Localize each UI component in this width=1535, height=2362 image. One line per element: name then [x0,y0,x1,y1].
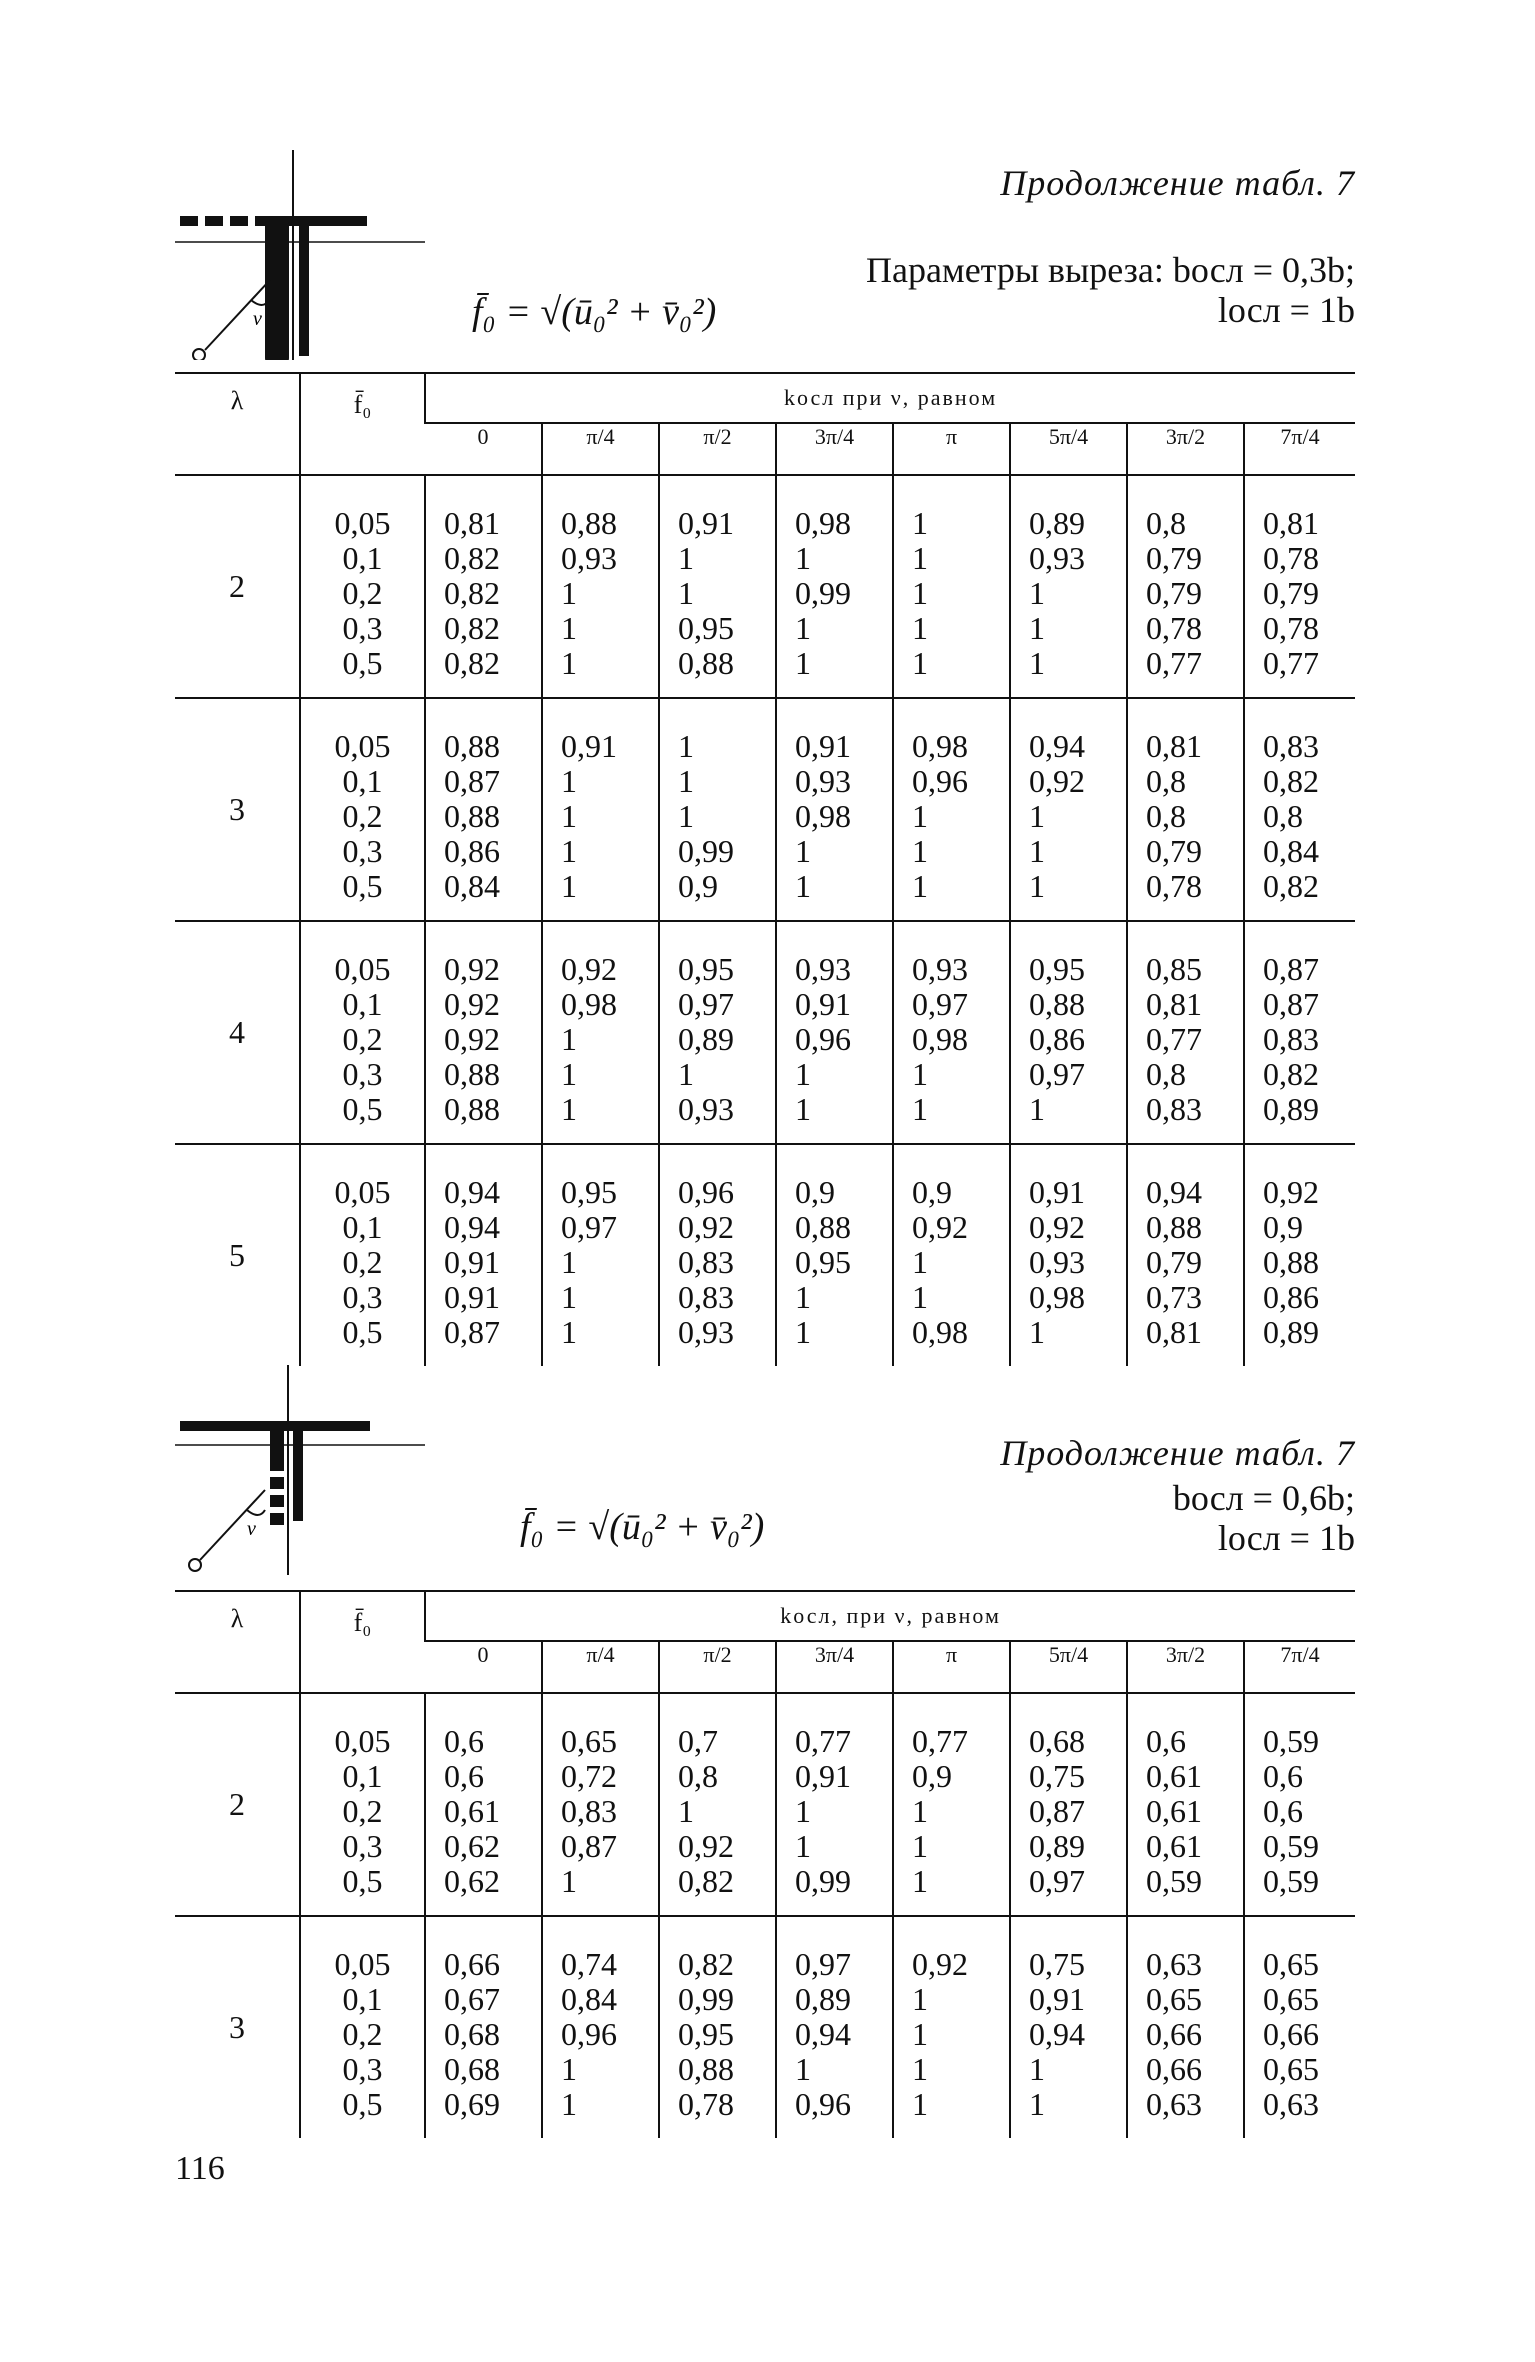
value-cell: 0,92 0,98 1 1 1 [542,921,659,1144]
value-cell: 0,89 0,93 1 1 1 [1010,475,1127,698]
table-row-group [175,1144,1355,1366]
cutout-params [1173,1478,1355,1558]
column-header: π/4 [542,1641,659,1693]
value-cell: 0,93 0,91 0,96 1 1 [776,921,893,1144]
value-cell: 0,66 0,67 0,68 0,68 0,69 [425,1916,542,2138]
angle-beam-cutout-diagram [175,1365,435,1575]
column-header: 0 [425,1641,542,1693]
value-cell: 0,91 0,93 0,98 1 1 [776,698,893,921]
column-header: 7π/4 [1244,1641,1355,1693]
value-cell: 0,92 0,9 0,88 0,86 0,89 [1244,1144,1355,1366]
value-cell: 0,74 0,84 0,96 1 1 [542,1916,659,2138]
lambda-cell: 2 [175,475,300,698]
value-cell: 0,95 0,97 1 1 1 [542,1144,659,1366]
column-header: π [893,1641,1010,1693]
table-row-group [175,475,1355,698]
lambda-cell: 2 [175,1693,300,1916]
lambda-cell: 5 [229,1237,245,1273]
table-row-group [175,1693,1355,1916]
value-cell: 0,94 0,92 1 1 1 [1010,698,1127,921]
f0-cell: 0,05 0,1 0,2 0,3 0,5 [300,1693,425,1916]
data-table [175,374,1355,1366]
cutout-params-line1: bосл = 0,6b; [1172,1478,1355,1518]
value-cell: 0,6 0,61 0,61 0,61 0,59 [1127,1693,1244,1916]
header-group-label: kосл, при ν, равном [425,1592,1355,1641]
value-cell: 0,91 1 1 0,95 0,88 [659,475,776,698]
value-cell: 0,95 0,88 0,86 0,97 1 [1010,921,1127,1144]
f0-cell: 0,05 0,1 0,2 0,3 0,5 [300,698,425,921]
value-cell: 0,59 0,6 0,6 0,59 0,59 [1244,1693,1355,1916]
value-cell: 0,63 0,65 0,66 0,66 0,63 [1127,1916,1244,2138]
column-header: π/2 [659,423,776,475]
column-header: 5π/4 [1010,423,1127,475]
angle-beam-cutout-diagram [175,150,435,360]
formula: f̄₀ = √(ū₀² + v̄₀²) [472,291,717,333]
value-cell: 0,9 0,92 1 1 0,98 [893,1144,1010,1366]
svg-text:ν: ν [247,1518,256,1540]
value-cell: 0,75 0,91 0,94 1 1 [1010,1916,1127,2138]
value-cell: 0,81 0,8 0,8 0,79 0,78 [1127,698,1244,921]
value-cell: 0,81 0,78 0,79 0,78 0,77 [1244,475,1355,698]
value-cell: 0,93 0,97 0,98 1 1 [893,921,1010,1144]
value-cell: 0,94 0,94 0,91 0,91 0,87 [425,1144,542,1366]
formula: f̄₀ = √(ū₀² + v̄₀²) [520,1506,765,1548]
value-cell: 0,91 0,92 0,93 0,98 1 [1010,1144,1127,1366]
data-table [175,1592,1355,2138]
value-cell: 0,92 1 1 1 1 [893,1916,1010,2138]
cutout-params [866,250,1355,330]
value-cell: 0,77 0,91 1 1 0,99 [776,1693,893,1916]
value-cell: 0,91 1 1 1 1 [542,698,659,921]
column-header: π/2 [659,1641,776,1693]
header-f0: f̄₀ [300,1592,425,1693]
table-row-group [175,921,1355,1144]
value-cell: 0,81 0,82 0,82 0,82 0,82 [425,475,542,698]
column-header: 5π/4 [1010,1641,1127,1693]
value-cell: 0,95 0,97 0,89 1 0,93 [659,921,776,1144]
value-cell: 0,77 0,9 1 1 1 [893,1693,1010,1916]
value-cell: 0,65 0,65 0,66 0,65 0,63 [1244,1916,1355,2138]
table-header-row [175,1592,1355,1641]
column-header: 7π/4 [1244,423,1355,475]
f0-cell: 0,05 0,1 0,2 0,3 0,5 [300,475,425,698]
value-cell: 0,98 0,96 1 1 1 [893,698,1010,921]
header-group-label: kосл при ν, равном [425,374,1355,423]
lambda-cell: 3 [175,698,300,921]
f0-cell: 0,05 0,1 0,2 0,3 0,5 [300,1144,425,1366]
column-header: 0 [425,423,542,475]
value-cell: 0,88 0,93 1 1 1 [542,475,659,698]
value-cell: 0,92 0,92 0,92 0,88 0,88 [425,921,542,1144]
column-header: π [893,423,1010,475]
column-header: 3π/2 [1127,1641,1244,1693]
table-row-group [175,1916,1355,2138]
value-cell: 0,82 0,99 0,95 0,88 0,78 [659,1916,776,2138]
value-cell: 0,9 0,88 0,95 1 1 [776,1144,893,1366]
header-f0: f̄₀ [300,374,425,475]
lambda-cell: 3 [229,2009,245,2045]
table-row-group [175,698,1355,921]
table-header-row [175,374,1355,423]
value-cell: 0,7 0,8 1 0,92 0,82 [659,1693,776,1916]
continuation-title: Продолжение табл. 7 [1000,163,1355,203]
value-cell: 0,88 0,87 0,88 0,86 0,84 [425,698,542,921]
value-cell: 0,83 0,82 0,8 0,84 0,82 [1244,698,1355,921]
column-header: 3π/2 [1127,423,1244,475]
f0-cell: 0,05 0,1 0,2 0,3 0,5 [300,921,425,1144]
svg-text:ν: ν [253,308,262,330]
value-cell: 0,94 0,88 0,79 0,73 0,81 [1127,1144,1244,1366]
header-lambda: λ [175,1592,300,1693]
column-header: 3π/4 [776,423,893,475]
value-cell: 0,98 1 0,99 1 1 [776,475,893,698]
continuation-title: Продолжение табл. 7 [1000,1433,1355,1473]
value-cell: 1 1 1 1 1 [893,475,1010,698]
value-cell: 0,85 0,81 0,77 0,8 0,83 [1127,921,1244,1144]
value-cell: 0,8 0,79 0,79 0,78 0,77 [1127,475,1244,698]
lambda-cell: 4 [175,921,300,1144]
cutout-params-line2: lосл = 1b [1217,1518,1355,1558]
value-cell: 0,87 0,87 0,83 0,82 0,89 [1244,921,1355,1144]
value-cell: 0,6 0,6 0,61 0,62 0,62 [425,1693,542,1916]
value-cell: 1 1 1 0,99 0,9 [659,698,776,921]
column-header: 3π/4 [776,1641,893,1693]
header-lambda: λ [175,374,300,475]
value-cell: 0,68 0,75 0,87 0,89 0,97 [1010,1693,1127,1916]
cutout-params-line2: lосл = 1b [1217,290,1355,330]
value-cell: 0,65 0,72 0,83 0,87 1 [542,1693,659,1916]
f0-cell: 0,05 0,1 0,2 0,3 0,5 [300,1916,425,2138]
value-cell: 0,97 0,89 0,94 1 0,96 [776,1916,893,2138]
value-cell: 0,96 0,92 0,83 0,83 0,93 [659,1144,776,1366]
page-number: 116 [175,2150,225,2187]
column-header: π/4 [542,423,659,475]
cutout-params-line1: Параметры выреза: bосл = 0,3b; [865,250,1355,290]
